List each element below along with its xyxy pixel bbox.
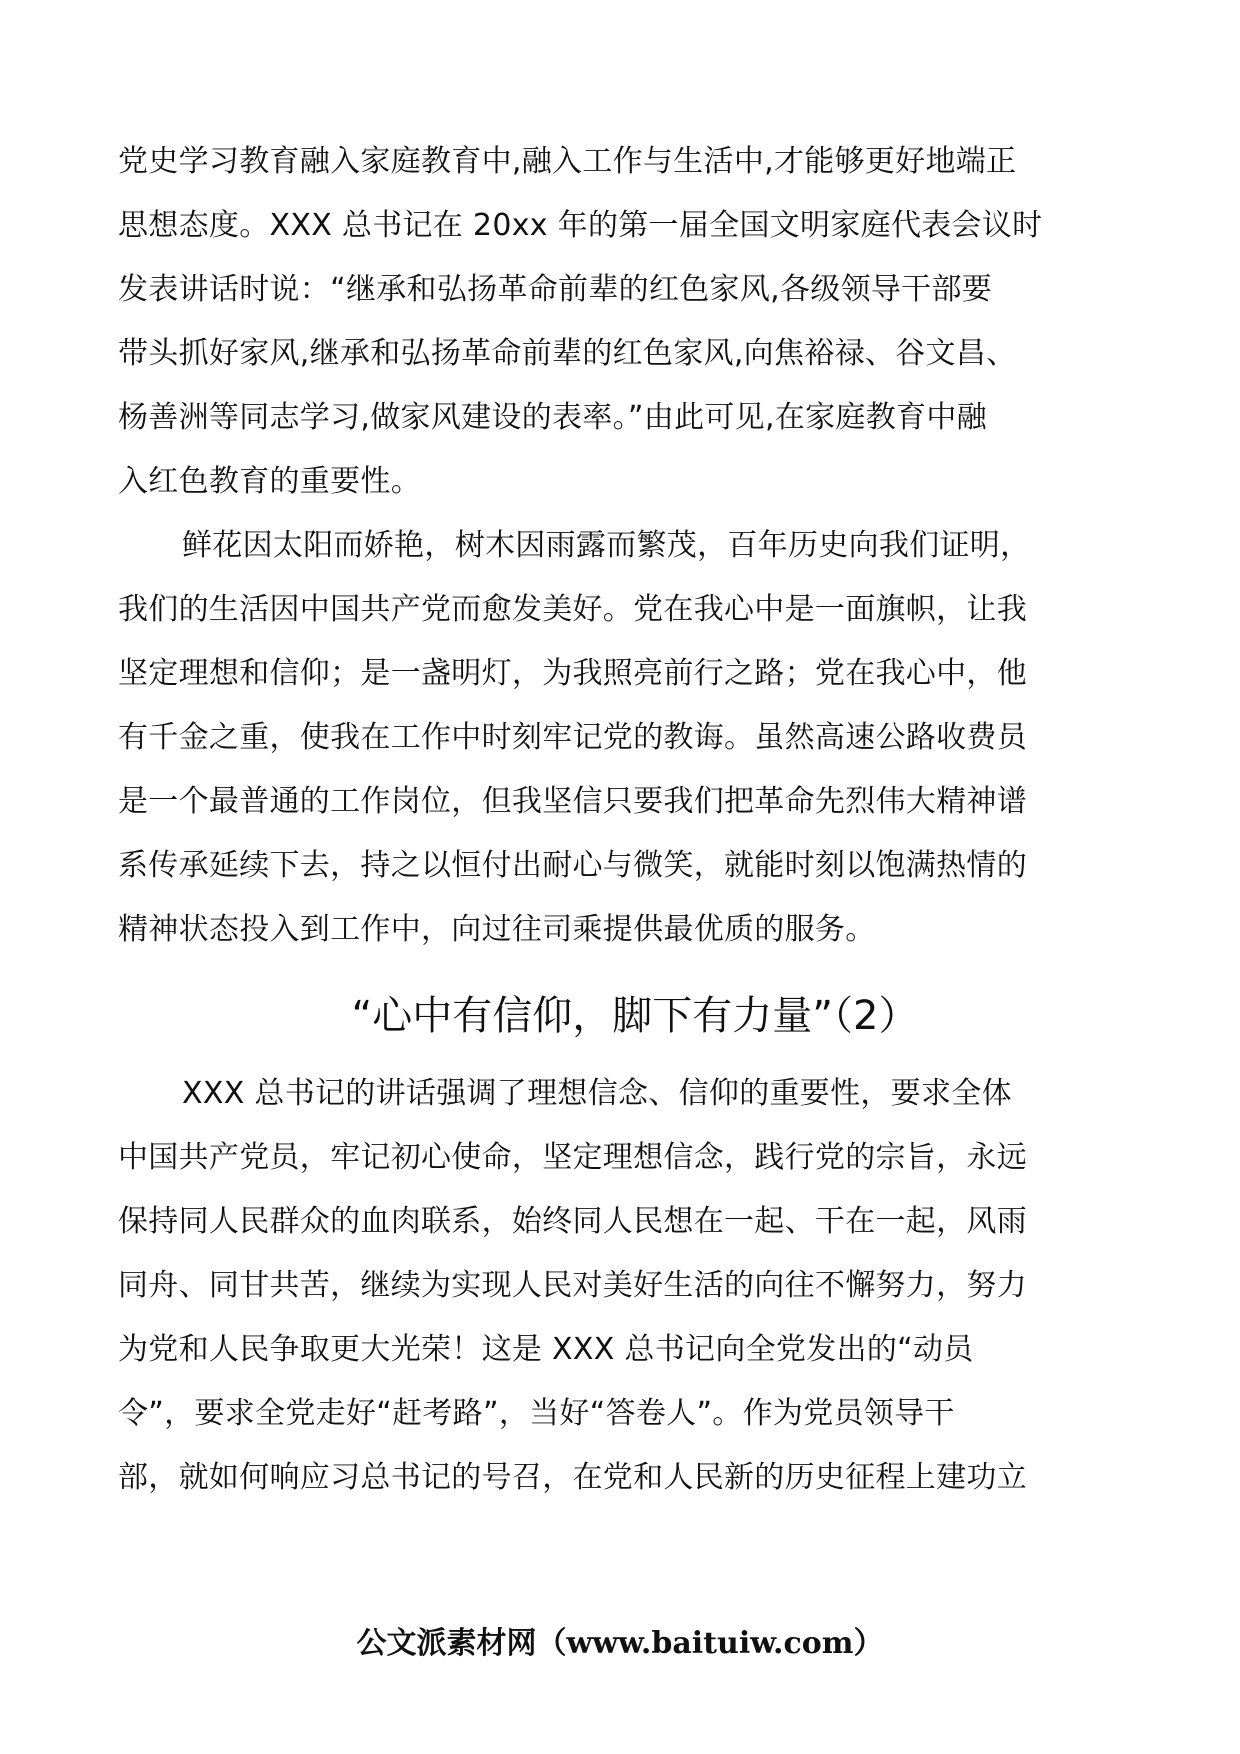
- text-line: 是一个最普通的工作岗位，但我坚信只要我们把革命先烈伟大精神谱: [118, 784, 1027, 819]
- text-line: 为党和人民争取更大光荣！这是 XXX 总书记向全党发出的“动员: [118, 1332, 974, 1367]
- text-line: 入红色教育的重要性。: [118, 464, 421, 499]
- text-line: 中国共产党员，牢记初心使命，坚定理想信念，践行党的宗旨，永远: [118, 1140, 1027, 1175]
- document-body: [118, 130, 1128, 1510]
- paragraph: [118, 1062, 1128, 1510]
- paragraph: [118, 130, 1128, 514]
- text-line: XXX 总书记的讲话强调了理想信念、信仰的重要性，要求全体: [182, 1076, 1012, 1111]
- text-line: 思想态度。XXX 总书记在 20xx 年的第一届全国文明家庭代表会议时: [118, 208, 1043, 243]
- text-line: 带头抓好家风,继承和弘扬革命前辈的红色家风,向焦裕禄、谷文昌、: [118, 336, 1017, 371]
- paragraph: [118, 514, 1128, 962]
- text-line: 系传承延续下去，持之以恒付出耐心与微笑，就能时刻以饱满热情的: [118, 848, 1027, 883]
- text-line: 坚定理想和信仰；是一盏明灯，为我照亮前行之路；党在我心中，他: [118, 656, 1027, 691]
- text-line: 鲜花因太阳而娇艳，树木因雨露而繁茂，百年历史向我们证明，: [182, 528, 1031, 563]
- page-footer: 公文派素材网（www.baituiw.com）: [356, 1626, 884, 1661]
- text-line: 党史学习教育融入家庭教育中,融入工作与生活中,才能够更好地端正: [118, 144, 1017, 179]
- text-line: 杨善洲等同志学习,做家风建设的表率。”由此可见,在家庭教育中融: [118, 400, 987, 435]
- text-line: 部，就如何响应习总书记的号召，在党和人民新的历史征程上建功立: [118, 1460, 1027, 1495]
- text-line: 发表讲话时说：“继承和弘扬革命前辈的红色家风,各级领导干部要: [118, 272, 993, 307]
- text-line: 同舟、同甘共苦，继续为实现人民对美好生活的向往不懈努力，努力: [118, 1268, 1027, 1303]
- text-line: 保持同人民群众的血肉联系，始终同人民想在一起、干在一起，风雨: [118, 1204, 1027, 1239]
- text-line: 精神状态投入到工作中，向过往司乘提供最优质的服务。: [118, 912, 876, 947]
- text-line: 有千金之重，使我在工作中时刻牢记党的教诲。虽然高速公路收费员: [118, 720, 1027, 755]
- text-line: 令”，要求全党走好“赶考路”，当好“答卷人”。作为党员领导干: [118, 1396, 955, 1431]
- text-line: 我们的生活因中国共产党而愈发美好。党在我心中是一面旗帜，让我: [118, 592, 1027, 627]
- section-heading: “心中有信仰，脚下有力量”（2）: [351, 993, 919, 1039]
